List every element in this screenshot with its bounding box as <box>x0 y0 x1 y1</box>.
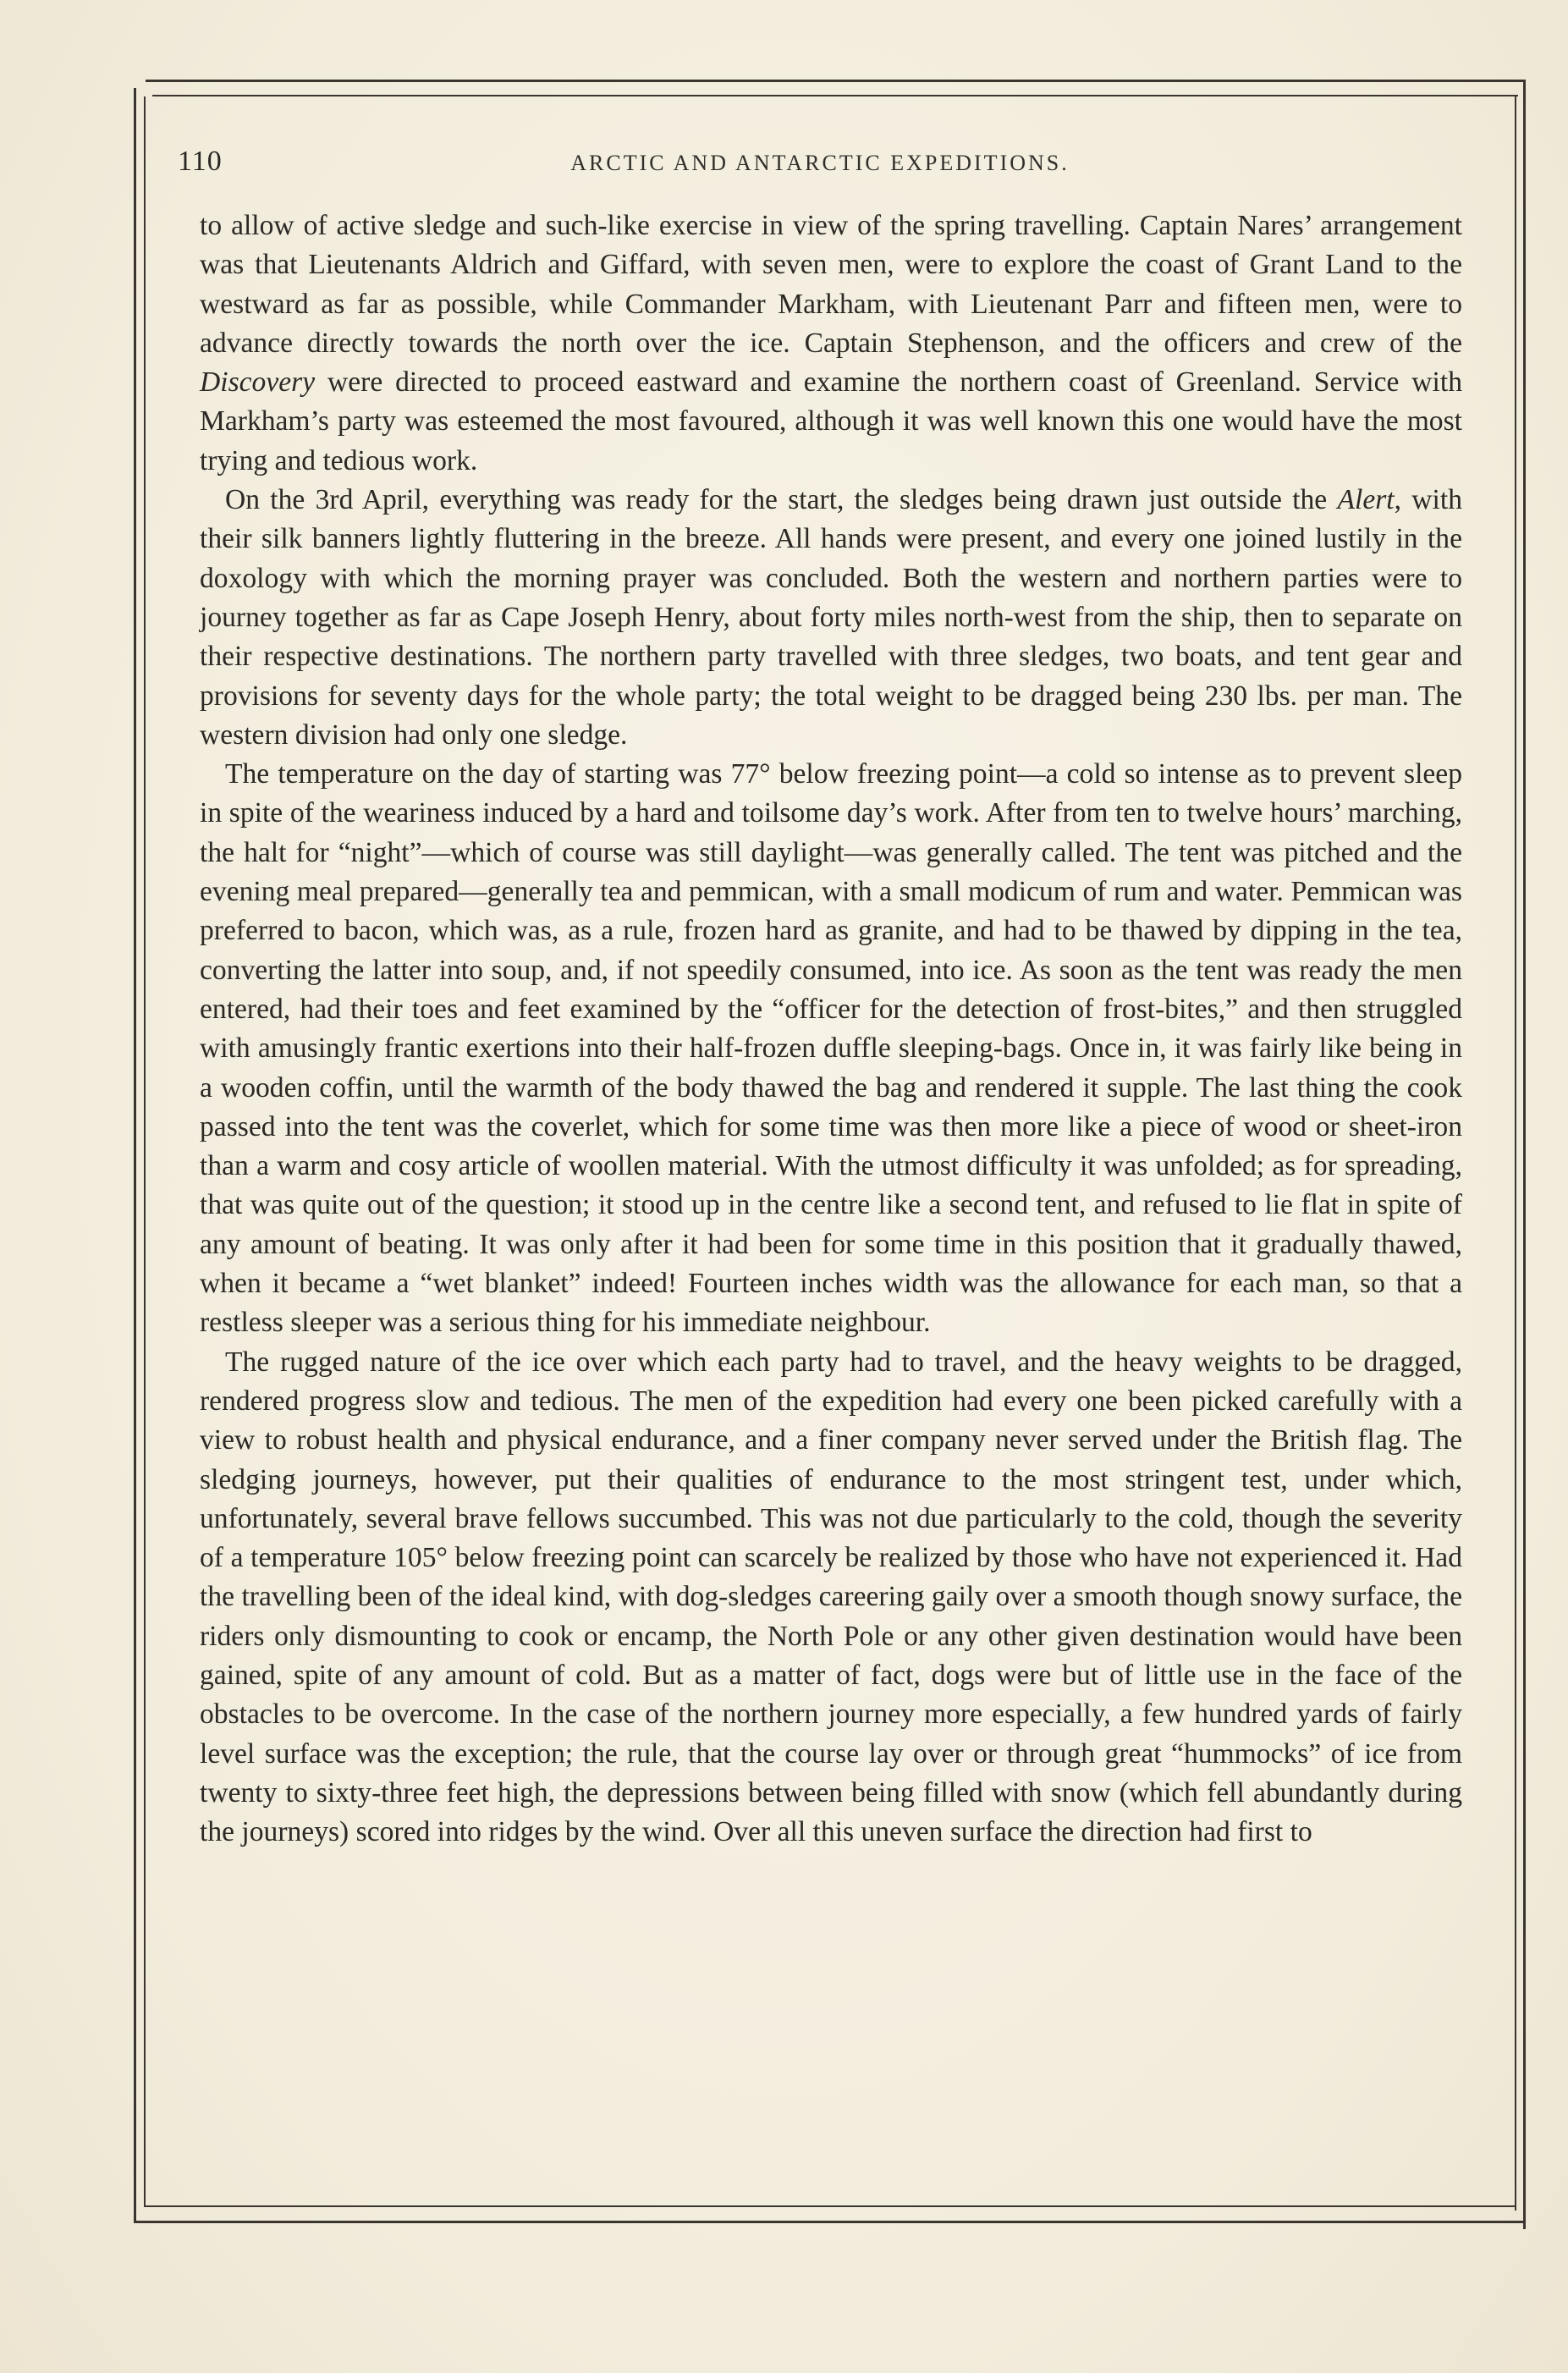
paragraph-2 <box>200 481 1462 755</box>
paragraph-4-text: The rugged nature of the ice over which each party had to travel, and the heavy weights to be dragged, rendered progress slow and tedious. The men of the expedition had every one been picked carefully with a view to robust health and physical endurance, and a finer company never served under the British flag. The sledging journeys, however, put their qualities of endurance to the most stringent test, under which, unfortunately, several brave fellows succumbed. This was not due particularly to the cold, though the severity of a temperature 105° below freezing point can scarcely be realized by those who have not experienced it. Had the travelling been of the ideal kind, with dog-sledges careering gaily over a smooth though snowy surface, the riders only dismounting to cook or encamp, the North Pole or any other given destination would have been gained, spite of any amount of cold. But as a matter of fact, dogs were but of little use in the face of the obstacles to be overcome. In the case of the northern journey more especially, a few hundred yards of fairly level surface was the exception; the rule, that the course lay over or through great “hummocks” of ice from twenty to sixty-three feet high, the depressions between being filled with snow (which fell abundantly during the journeys) scored into ridges by the wind. Over all this uneven surface the direction had first to <box>200 1346 1462 1848</box>
running-head <box>178 146 1462 183</box>
ship-name-alert: Alert <box>1337 484 1395 516</box>
page-number: 110 <box>178 146 223 177</box>
bottom-border-rule-outer <box>134 2221 1526 2223</box>
running-title: ARCTIC AND ANTARCTIC EXPEDITIONS. <box>570 151 1070 175</box>
paragraph-1 <box>200 206 1462 481</box>
ship-name-discovery: Discovery <box>200 366 316 399</box>
paragraph-3 <box>200 755 1462 1342</box>
body-text <box>200 206 1462 1852</box>
top-border-rule-inner <box>152 95 1518 96</box>
paragraph-1-text-b: were directed to proceed eastward and examine the northern coast of Greenland. Service with Markham’s party was esteemed the most favoured, although it was well known this one would have the most trying and tedious work. <box>200 366 1462 476</box>
right-border-rule-outer <box>1523 80 1526 2229</box>
left-border-rule-inner <box>144 96 146 2207</box>
left-border-rule-outer <box>134 88 136 2221</box>
paragraph-2-text-b: , with their silk banners lightly fluttering in the breeze. All hands were present, and every one joined lustily in the doxology with which the morning prayer was concluded. Both the western and northern parties were to journey together as far as Cape Joseph Henry, about forty miles north-west from the ship, then to separate on their respective destinations. The northern party travelled with three sledges, two boats, and tent gear and provisions for seventy days for the whole party; the total weight to be dragged being 230 lbs. per man. The western division had only one sledge. <box>200 484 1462 751</box>
right-border-rule-inner <box>1515 95 1516 2211</box>
top-border-rule-outer <box>146 80 1523 82</box>
paragraph-2-text-a: On the 3rd April, everything was ready for the start, the sledges being drawn just outside the <box>225 484 1338 516</box>
bottom-border-rule-inner <box>144 2205 1516 2207</box>
paragraph-1-text-a: to allow of active sledge and such-like exercise in view of the spring travelling. Captain Nares’ arrangement was that Lieutenants Aldrich and Giffard, with seven men, were to explore the coast of Grant Land to the westward as far as possible, while Commander Markham, with Lieutenant Parr and fifteen men, were to advance directly towards the north over the ice. Captain Stephenson, and the officers and crew of the <box>200 210 1462 359</box>
paragraph-3-text: The temperature on the day of starting was 77° below freezing point—a cold so intense as to prevent sleep in spite of the weariness induced by a hard and toilsome day’s work. After from ten to twelve hours’ marching, the halt for “night”—which of course was still daylight—was generally called. The tent was pitched and the evening meal prepared—generally tea and pemmican, with a small modicum of rum and water. Pemmican was preferred to bacon, which was, as a rule, frozen hard as granite, and had to be thawed by dipping in the tea, converting the latter into soup, and, if not speedily consumed, into ice. As soon as the tent was ready the men entered, had their toes and feet examined by the “officer for the detection of frost-bites,” and then struggled with amusingly frantic exertions into their half-frozen duffle sleeping-bags. Once in, it was fairly like being in a wooden coffin, until the warmth of the body thawed the bag and rendered it supple. The last thing the cook passed into the tent was the coverlet, which for some time was then more like a piece of wood or sheet-iron than a warm and cosy article of woollen material. With the utmost difficulty it was unfolded; as for spreading, that was quite out of the question; it stood up in the centre like a second tent, and refused to lie flat in spite of any amount of beating. It was only after it had been for some time in this position that it gradually thawed, when it became a “wet blanket” indeed! Fourteen inches width was the allowance for each man, so that a restless sleeper was a serious thing for his immediate neighbour. <box>200 758 1462 1339</box>
paragraph-4 <box>200 1343 1462 1853</box>
